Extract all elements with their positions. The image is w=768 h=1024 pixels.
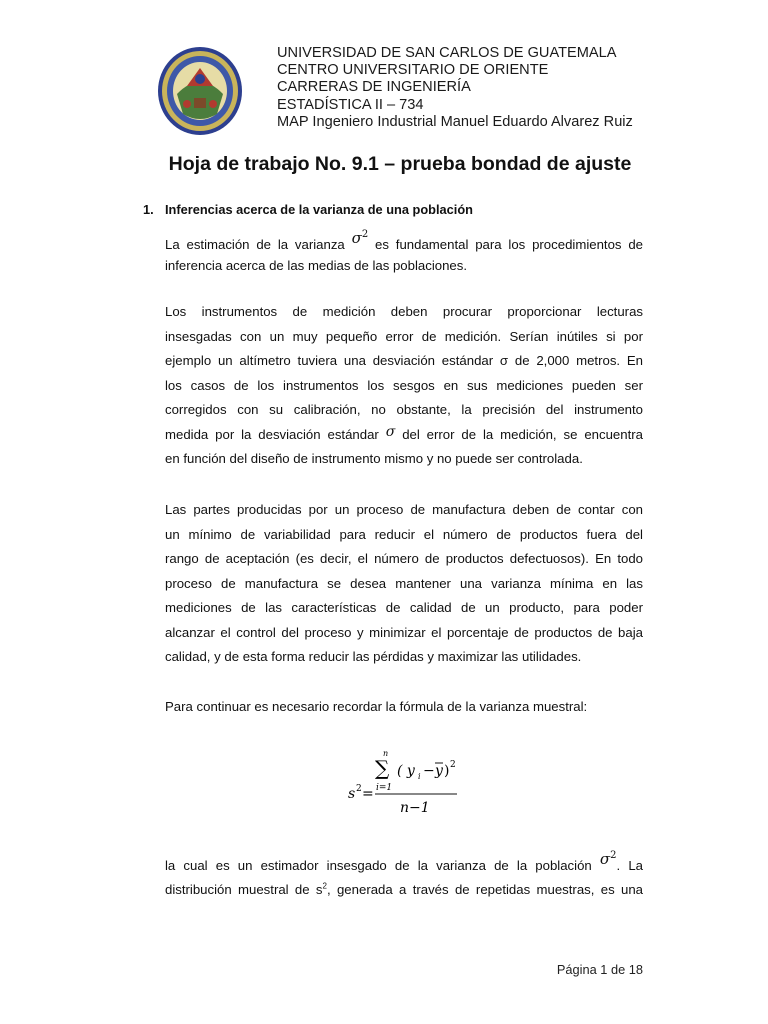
header-block [277, 45, 633, 131]
formula-sum-bottom: i=1 [376, 783, 393, 793]
formula-exp: 2 [450, 760, 456, 770]
sigma-squared-symbol: $\sigma^2$ [351, 229, 369, 247]
header-center: CENTRO UNIVERSITARIO DE ORIENTE [277, 62, 549, 79]
formula-term: ( y [397, 763, 415, 779]
p2-line-6-b: del error de la medición, se encuentra [402, 426, 643, 442]
p2-line-4: los casos de los instrumentos los sesgos en sus mediciones pueden ser [165, 377, 643, 393]
section-heading: Inferencias acerca de la varianza de una población [165, 202, 473, 217]
p2-line-2: insesgadas con un muy pequeño error de medición. Serían inútiles si por [165, 328, 643, 344]
section-number: 1. [143, 202, 154, 217]
p5-line-2-a: distribución muestral de $s^2$, generada a través de repetidas muestras, es una [165, 881, 643, 897]
p3-line-7: calidad, y de esta forma reducir las pérdidas y maximizar las utilidades. [165, 649, 582, 664]
p3-line-1: Las partes producidas por un proceso de manufactura deben de contar con [165, 502, 643, 517]
p2-line-7: en función del diseño de instrumento mismo y no puede ser controlada. [165, 451, 583, 466]
formula-close: ) [444, 763, 450, 779]
formula-ybar: y [435, 763, 443, 779]
p4-line-1: Para continuar es necesario recordar la fórmula de la varianza muestral: [165, 699, 588, 714]
p3-line-6: alcanzar el control del proceso y minimizar el porcentaje de productos de baja [165, 624, 643, 640]
header-course: ESTADÍSTICA II – 734 [277, 96, 424, 113]
formula-lhs-exp: 2 [356, 784, 362, 794]
university-seal-icon [157, 46, 243, 136]
p5-text-a: la cual es un estimador insesgado de la varianza de la población [165, 858, 592, 873]
page-number: Página 1 de 18 [556, 962, 643, 977]
formula-lhs: s [348, 786, 356, 802]
formula-sub: i [418, 772, 421, 781]
formula-denominator: n−1 [400, 800, 430, 816]
p3-line-5: mediciones de las características de calidad de un producto, para poder [165, 600, 643, 615]
document-title: Hoja de trabajo No. 9.1 – prueba bondad de ajuste [168, 153, 632, 175]
formula-sum-top: n [383, 749, 389, 758]
paragraph-1 [165, 229, 643, 278]
paragraph-2 [165, 300, 643, 472]
p1-text-b: es fundamental para los procedimientos de [375, 237, 643, 252]
p2-line-1: Los instrumentos de medición deben procurar proporcionar lecturas [165, 304, 643, 319]
p2-line-3: ejemplo un altímetro tuviera una desviación estándar σ de 2,000 metros. En [165, 353, 643, 368]
formula-sum-sign: ∑ [375, 756, 390, 780]
p1-text-a: La estimación de la varianza [165, 237, 345, 252]
p3-line-2: un mínimo de variabilidad para reducir el número de productos fuera del [165, 526, 643, 542]
header-careers: CARRERAS DE INGENIERÍA [277, 79, 471, 96]
p3-line-3: rango de aceptación (es decir, el número de productos defectuosos). En todo [165, 551, 643, 566]
header-university: UNIVERSIDAD DE SAN CARLOS DE GUATEMALA [277, 45, 617, 61]
header-instructor: MAP Ingeniero Industrial Manuel Eduardo Alvarez Ruiz [277, 113, 633, 130]
paragraph-4 [165, 695, 643, 720]
p2-line-6-a: medida por la desviación estándar [165, 426, 379, 442]
sigma-symbol: σ [385, 423, 396, 440]
variance-formula [345, 748, 475, 818]
sigma-squared-symbol-2: $\sigma^2$ [599, 850, 617, 868]
p3-line-4: proceso de manufactura se desea mantener una varianza mínima en las [165, 575, 643, 591]
p5-text-b: . La [616, 858, 643, 873]
formula-minus: − [423, 763, 435, 779]
paragraph-5 [165, 850, 643, 899]
p1-line-2: inferencia acerca de las medias de las poblaciones. [165, 257, 468, 273]
p2-line-5: corregidos con su calibración, no obstante, la precisión del instrumento [165, 402, 643, 417]
paragraph-3 [165, 498, 643, 670]
formula-equals: = [362, 786, 374, 802]
